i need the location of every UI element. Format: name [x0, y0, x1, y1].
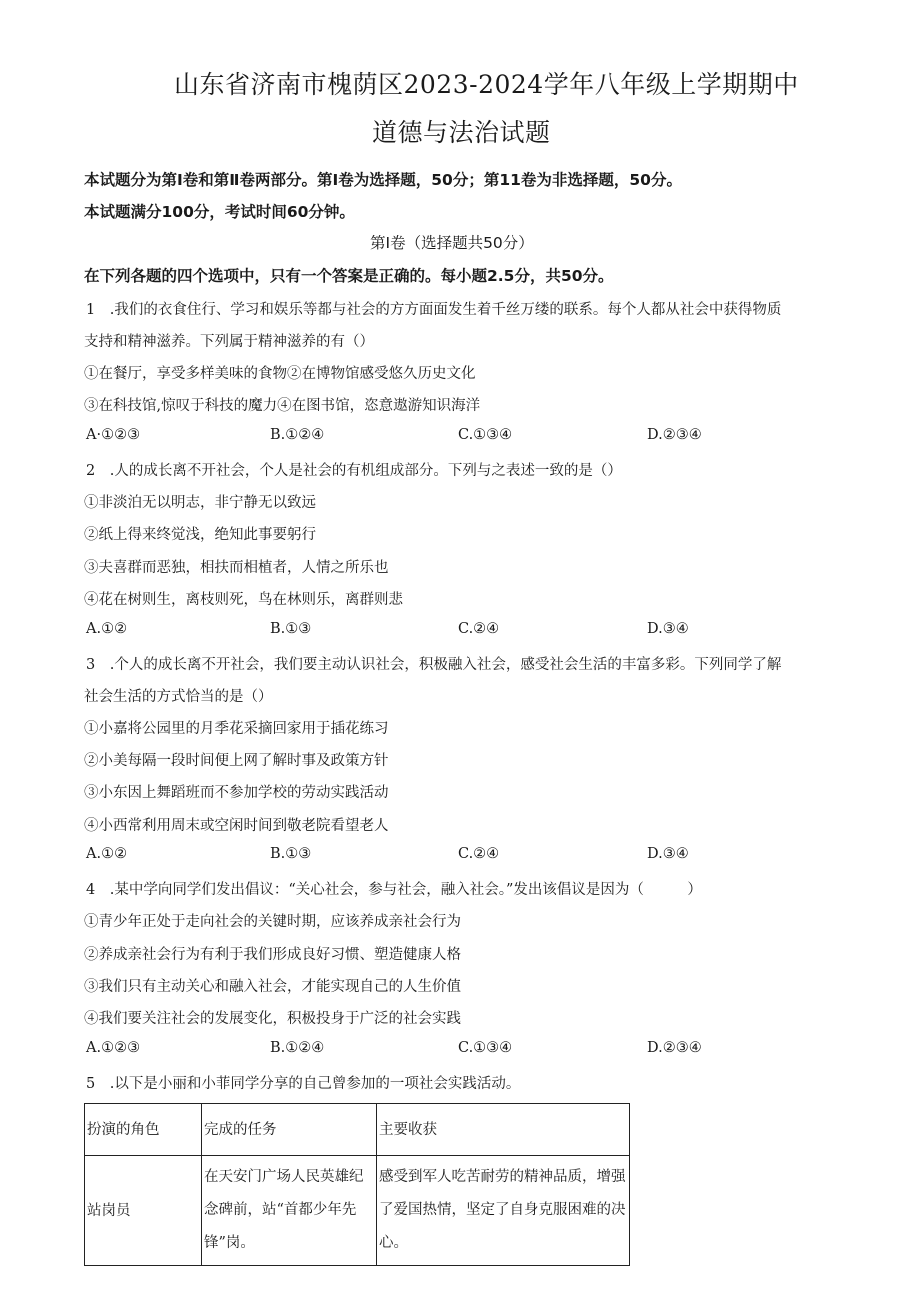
question-2-option-d[interactable]: D.③④ — [647, 621, 689, 637]
table-cell-task: 在天安门广场人民英雄纪念碑前，站“首都少年先锋”岗。 — [202, 1156, 377, 1266]
question-5-stem: 5 .以下是小丽和小菲同学分享的自己曾参加的一项社会实践活动。 — [86, 1076, 521, 1092]
table-header-row — [85, 1104, 630, 1156]
question-1-option-a[interactable]: A·①②③ — [86, 427, 141, 443]
question-3-stem: 3 .个人的成长离不开社会，我们要主动认识社会，积极融入社会，感受社会生活的丰富多彩。下列同学了解 — [86, 657, 782, 673]
exam-subtitle: 道德与法治试题 — [372, 118, 551, 147]
question-3-stem-cont: 社会生活的方式恰当的是（） — [84, 689, 273, 705]
question-2-item: ③夫喜群而恶独，相扶而相植者，人情之所乐也 — [84, 560, 389, 576]
question-3-item: ①小嘉将公园里的月季花采摘回家用于插花练习 — [84, 721, 389, 737]
table-cell-role: 站岗员 — [85, 1156, 202, 1266]
question-3-item: ③小东因上舞蹈班而不参加学校的劳动实践活动 — [84, 785, 389, 801]
question-2-option-c[interactable]: C.②④ — [458, 621, 500, 637]
intro-line-2: 本试题满分100分，考试时间60分钟。 — [84, 203, 355, 221]
table-header-gain: 主要收获 — [377, 1104, 630, 1156]
section-heading: 第Ⅰ卷（选择题共50分） — [370, 234, 534, 252]
question-2-option-a[interactable]: A.①② — [86, 621, 128, 637]
question-4-option-a[interactable]: A.①②③ — [86, 1040, 141, 1056]
exam-title: 山东省济南市槐荫区2023-2024学年八年级上学期期中 — [174, 70, 799, 99]
question-3-item: ④小西常利用周末或空闲时间到敬老院看望老人 — [84, 818, 389, 834]
question-4-item: ①青少年正处于走向社会的关键时期，应该养成亲社会行为 — [84, 914, 461, 930]
question-1-item: ①在餐厅，享受多样美味的食物②在博物馆感受悠久历史文化 — [84, 366, 476, 382]
section-instruction: 在下列各题的四个选项中，只有一个答案是正确的。每小题2.5分，共50分。 — [84, 267, 614, 285]
activity-table — [84, 1103, 630, 1266]
table-header-task: 完成的任务 — [202, 1104, 377, 1156]
question-1-option-d[interactable]: D.②③④ — [647, 427, 702, 443]
question-2-item: ①非淡泊无以明志，非宁静无以致远 — [84, 495, 316, 511]
question-1-option-c[interactable]: C.①③④ — [458, 427, 513, 443]
question-2-option-b[interactable]: B.①③ — [270, 621, 312, 637]
intro-line-1: 本试题分为第Ⅰ卷和第Ⅱ卷两部分。第Ⅰ卷为选择题，50分；第11卷为非选择题，50分。 — [84, 171, 682, 189]
question-4-option-b[interactable]: B.①②④ — [270, 1040, 325, 1056]
table-cell-gain: 感受到军人吃苦耐劳的精神品质，增强了爱国热情，坚定了自身克服困难的决心。 — [377, 1156, 630, 1266]
question-1-stem: 1 .我们的衣食住行、学习和娱乐等都与社会的方方面面发生着千丝万缕的联系。每个人都从社会中获得物质 — [86, 302, 782, 318]
question-3-option-d[interactable]: D.③④ — [647, 846, 689, 862]
question-4-option-c[interactable]: C.①③④ — [458, 1040, 513, 1056]
question-4-stem: 4 .某中学向同学们发出倡议：“关心社会，参与社会，融入社会。”发出该倡议是因为（ ） — [86, 882, 702, 898]
question-2-item: ②纸上得来终觉浅，绝知此事要躬行 — [84, 527, 316, 543]
question-3-item: ②小美每隔一段时间便上网了解时事及政策方针 — [84, 753, 389, 769]
question-3-option-b[interactable]: B.①③ — [270, 846, 312, 862]
question-1-stem-cont: 支持和精神滋养。下列属于精神滋养的有（） — [84, 334, 374, 350]
question-2-item: ④花在树则生，离枝则死，鸟在林则乐，离群则悲 — [84, 592, 403, 608]
question-2-stem: 2 .人的成长离不开社会，个人是社会的有机组成部分。下列与之表述一致的是（） — [86, 463, 622, 479]
question-1-item: ③在科技馆,惊叹于科技的魔力④在图书馆，恣意遨游知识海洋 — [84, 398, 481, 414]
question-1-option-b[interactable]: B.①②④ — [270, 427, 325, 443]
question-4-option-d[interactable]: D.②③④ — [647, 1040, 702, 1056]
table-header-role: 扮演的角色 — [85, 1104, 202, 1156]
question-3-option-c[interactable]: C.②④ — [458, 846, 500, 862]
question-4-item: ③我们只有主动关心和融入社会，才能实现自己的人生价值 — [84, 979, 461, 995]
question-3-option-a[interactable]: A.①② — [86, 846, 128, 862]
table-row — [85, 1156, 630, 1266]
question-4-item: ②养成亲社会行为有利于我们形成良好习惯、塑造健康人格 — [84, 947, 461, 963]
question-4-item: ④我们要关注社会的发展变化，积极投身于广泛的社会实践 — [84, 1011, 461, 1027]
